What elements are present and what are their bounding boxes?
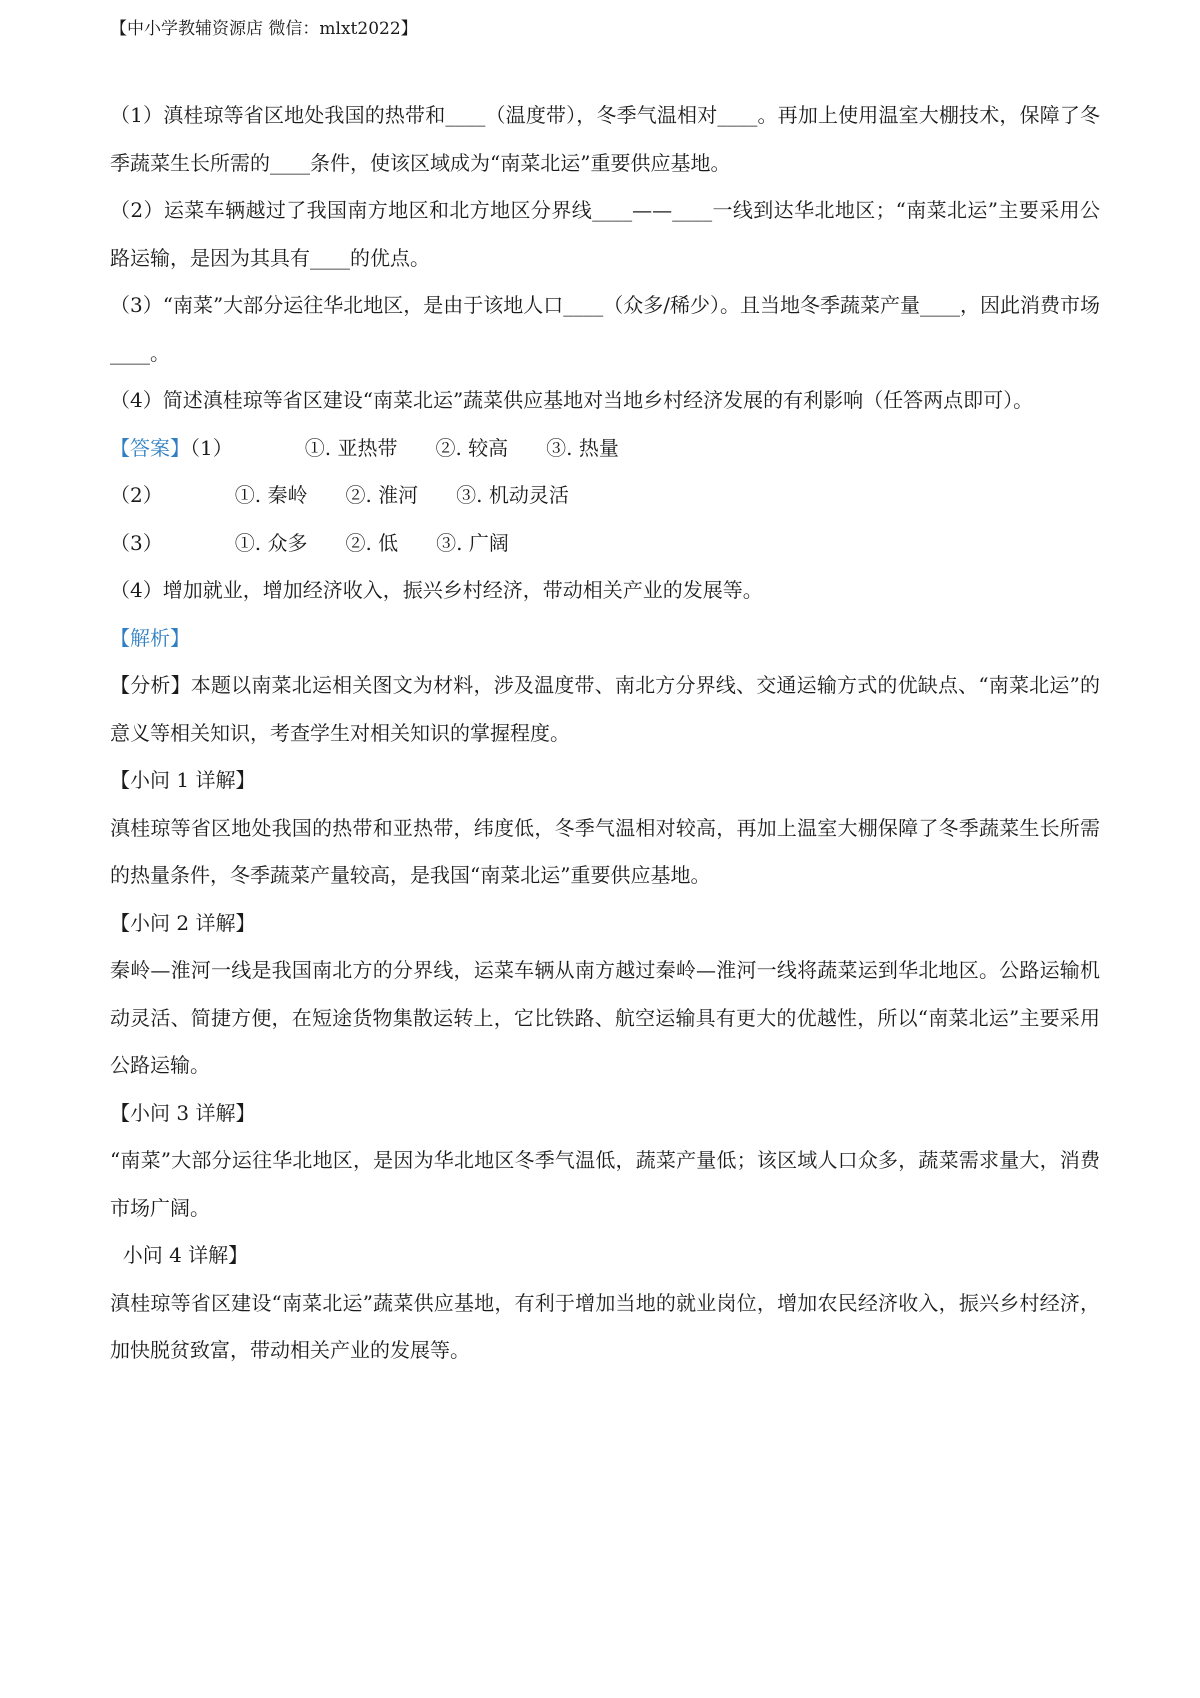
detail-2-title: 【小问 2 详解】 (110, 910, 256, 935)
answer-2-item-3: ③. 机动灵活 (456, 483, 569, 507)
answer-line-3 (110, 520, 1100, 568)
detail-1-text: 滇桂琼等省区地处我国的热带和亚热带，纬度低，冬季气温相对较高，再加上温室大棚保障了冬季蔬菜生长所需的热量条件，冬季蔬菜产量较高，是我国“南菜北运”重要供应基地。 (110, 815, 1100, 887)
answer-2-item-2: ②. 淮河 (345, 483, 419, 507)
question-4: （4）简述滇桂琼等省区建设“南菜北运”蔬菜供应基地对当地乡村经济发展的有利影响（任答两点即可）。 (110, 388, 1034, 412)
document-body (110, 92, 1100, 1375)
answer-line-4: （4）增加就业，增加经济收入，振兴乡村经济，带动相关产业的发展等。 (110, 578, 763, 602)
question-1: （1）滇桂琼等省区地处我国的热带和____（温度带），冬季气温相对____。再加上使用温室大棚技术，保障了冬季蔬菜生长所需的____条件，使该区域成为“南菜北运”重要供应基地。 (110, 103, 1100, 175)
answer-1-item-2: ②. 较高 (435, 435, 509, 460)
question-2: （2）运菜车辆越过了我国南方地区和北方地区分界线____——____一线到达华北地区；“南菜北运”主要采用公路运输，是因为其具有____的优点。 (110, 198, 1100, 270)
detail-3-title: 【小问 3 详解】 (110, 1100, 256, 1125)
answer-3-item-2: ②. 低 (345, 530, 399, 555)
answer-3-item-1: ①. 众多 (234, 530, 308, 555)
answer-label: 【答案】 (110, 435, 190, 460)
analysis-label: 【解析】 (110, 625, 190, 650)
page-header: 【中小学教辅资源店 微信：mlxt2022】 (110, 19, 418, 39)
answer-2-item-1: ①. 秦岭 (234, 483, 308, 507)
answer-3-number: （3） (110, 530, 163, 555)
answer-1-item-3: ③. 热量 (546, 435, 619, 460)
detail-4-text: 滇桂琼等省区建设“南菜北运”蔬菜供应基地，有利于增加当地的就业岗位，增加农民经济收入，振兴乡村经济，加快脱贫致富，带动相关产业的发展等。 (110, 1290, 1100, 1362)
answer-line-2 (110, 472, 1100, 520)
answer-3-item-3: ③. 广阔 (436, 530, 509, 555)
detail-4-title: 小问 4 详解】 (110, 1243, 249, 1267)
analysis-summary: 【分析】本题以南菜北运相关图文为材料，涉及温度带、南北方分界线、交通运输方式的优缺点、“南菜北运”的意义等相关知识，考查学生对相关知识的掌握程度。 (110, 673, 1100, 745)
answer-1-item-1: ①. 亚热带 (304, 435, 398, 460)
question-3: （3）“南菜”大部分运往华北地区，是由于该地人口____（众多/稀少）。且当地冬季蔬菜产量____，因此消费市场____。 (110, 293, 1100, 365)
answer-2-number: （2） (110, 483, 163, 507)
detail-3-text: “南菜”大部分运往华北地区，是因为华北地区冬季气温低，蔬菜产量低；该区域人口众多，蔬菜需求量大，消费市场广阔。 (110, 1148, 1100, 1220)
answer-line-1 (110, 425, 1100, 473)
detail-2-text: 秦岭—淮河一线是我国南北方的分界线，运菜车辆从南方越过秦岭—淮河一线将蔬菜运到华北地区。公路运输机动灵活、简捷方便，在短途货物集散运转上，它比铁路、航空运输具有更大的优越性，所以“南菜北运”主要采用公路运输。 (110, 958, 1100, 1077)
answer-1-number: （1） (190, 435, 233, 460)
detail-1-title: 【小问 1 详解】 (110, 768, 256, 792)
